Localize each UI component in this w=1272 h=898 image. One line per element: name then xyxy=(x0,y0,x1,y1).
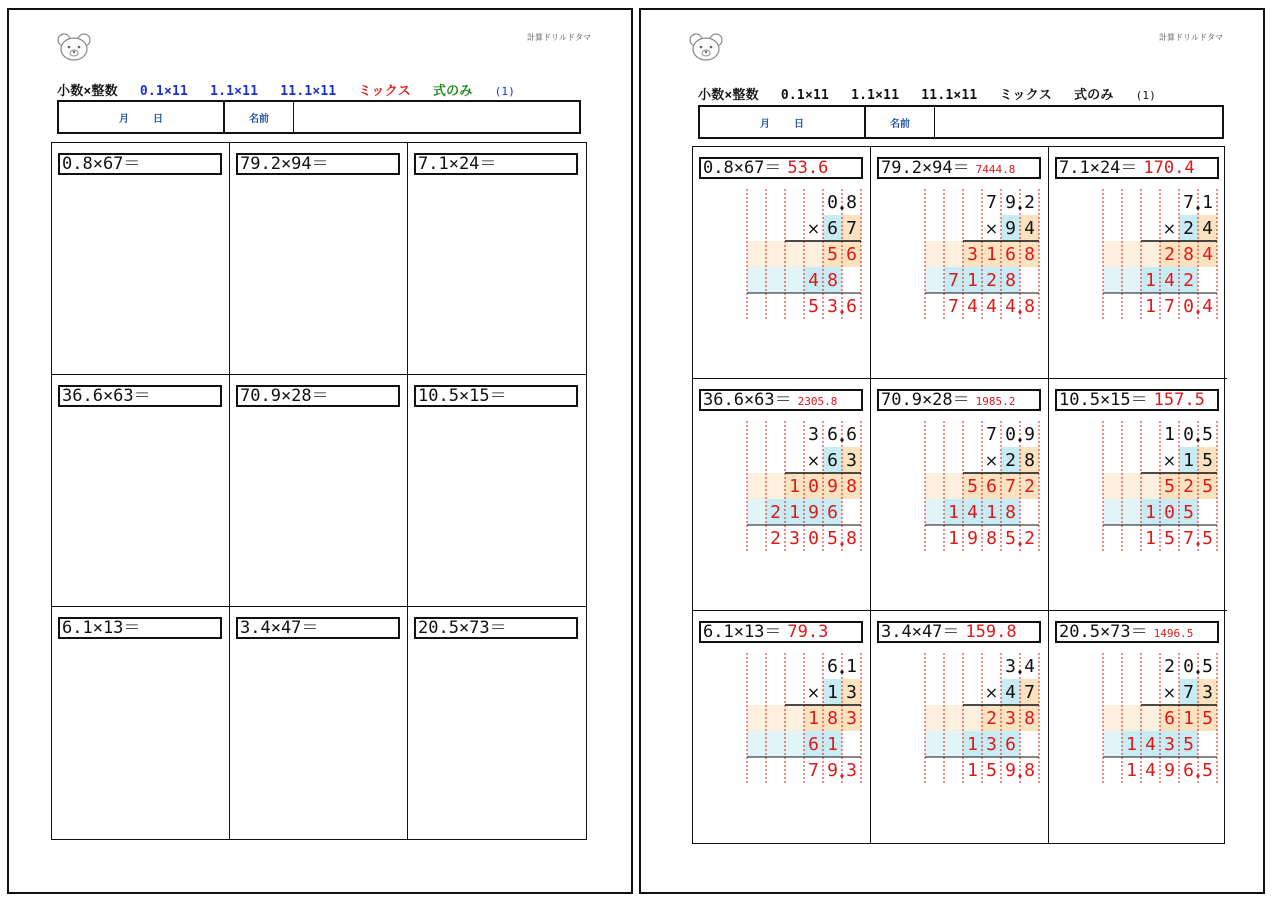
problem-expression xyxy=(414,617,578,639)
decimal-point xyxy=(1018,310,1021,313)
digit: 1 xyxy=(967,760,978,781)
digit: 3 xyxy=(846,450,857,471)
digit: 5 xyxy=(1164,476,1175,497)
answer-text: 1496.5 xyxy=(1153,627,1194,640)
problem-expression xyxy=(236,153,400,175)
name-label: 名前 xyxy=(225,102,294,132)
digit: 4 xyxy=(1164,270,1175,291)
digit: 3 xyxy=(1164,734,1175,755)
digit: 6 xyxy=(846,296,857,317)
multiply-sign: × xyxy=(1162,683,1177,702)
title-formula-only: 式のみ xyxy=(432,84,473,99)
digit: 7 xyxy=(986,424,997,445)
multiply-sign: × xyxy=(984,451,999,470)
partial2-fill xyxy=(747,267,804,293)
column-multiplication xyxy=(693,415,871,605)
problem-cell xyxy=(52,607,230,839)
decimal-point xyxy=(840,774,843,777)
digit: 0 xyxy=(1183,296,1194,317)
problem-cell xyxy=(52,143,230,375)
problem-expression xyxy=(699,621,863,643)
answer-text: 7444.8 xyxy=(975,163,1016,176)
digit: 1 xyxy=(986,502,997,523)
digit: 6 xyxy=(827,656,838,677)
multiply-sign: × xyxy=(984,219,999,238)
problem-text: 0.8×67＝ xyxy=(62,154,141,174)
title-main: 小数×整数 xyxy=(698,88,759,103)
digit: 5 xyxy=(1202,708,1213,729)
digit: 9 xyxy=(1005,760,1016,781)
digit: 3 xyxy=(1202,682,1213,703)
digit: 8 xyxy=(1024,450,1035,471)
decimal-point xyxy=(840,670,843,673)
digit: 8 xyxy=(1005,270,1016,291)
decimal-point xyxy=(1196,774,1199,777)
digit: 1 xyxy=(967,270,978,291)
name-date-box xyxy=(698,105,1224,139)
decimal-point xyxy=(1018,206,1021,209)
problem-cell xyxy=(693,379,871,611)
problem-cell xyxy=(871,379,1049,611)
month-label: 月 xyxy=(119,113,129,125)
day-label: 日 xyxy=(153,113,163,125)
digit: 7 xyxy=(948,296,959,317)
sheet-number: (1) xyxy=(494,85,516,98)
partial1-fill xyxy=(747,705,804,731)
problem-expression xyxy=(877,157,1041,179)
digit: 2 xyxy=(1183,218,1194,239)
digit: 0 xyxy=(1005,424,1016,445)
problem-cell xyxy=(693,611,871,843)
digit: 5 xyxy=(967,476,978,497)
digit: 1 xyxy=(1145,528,1156,549)
digit: 0 xyxy=(1164,502,1175,523)
problem-expression xyxy=(1055,621,1219,643)
decimal-point xyxy=(1018,670,1021,673)
problem-cell xyxy=(1049,379,1227,611)
digit: 5 xyxy=(986,760,997,781)
digit: 5 xyxy=(1164,528,1175,549)
partial1-fill xyxy=(1103,241,1160,267)
bear-logo-icon xyxy=(689,32,723,62)
digit: 1 xyxy=(948,502,959,523)
digit: 1 xyxy=(1183,708,1194,729)
digit: 5 xyxy=(1202,424,1213,445)
digit: 5 xyxy=(1183,734,1194,755)
multiply-sign: × xyxy=(806,451,821,470)
digit: 5 xyxy=(1202,450,1213,471)
title-main: 小数×整数 xyxy=(57,84,118,99)
multiply-sign: × xyxy=(984,683,999,702)
problem-expression xyxy=(877,621,1041,643)
digit: 8 xyxy=(1024,760,1035,781)
column-multiplication xyxy=(871,415,1049,605)
answer-text: 1985.2 xyxy=(975,395,1016,408)
partial2-fill xyxy=(925,499,944,525)
digit: 6 xyxy=(827,502,838,523)
problem-grid xyxy=(51,142,587,840)
column-multiplication xyxy=(693,183,871,373)
digit: 5 xyxy=(1202,760,1213,781)
digit: 0 xyxy=(827,192,838,213)
problem-text: 7.1×24＝ xyxy=(418,154,497,174)
problem-expression xyxy=(877,389,1041,411)
title-type-b: 1.1×11 xyxy=(851,88,900,103)
digit: 4 xyxy=(808,270,819,291)
digit: 2 xyxy=(1024,528,1035,549)
column-multiplication xyxy=(871,183,1049,373)
digit: 3 xyxy=(846,760,857,781)
digit: 4 xyxy=(1145,734,1156,755)
problem-cell xyxy=(871,611,1049,843)
problem-cell xyxy=(693,147,871,379)
digit: 6 xyxy=(1005,734,1016,755)
digit: 1 xyxy=(1183,450,1194,471)
digit: 5 xyxy=(1202,528,1213,549)
digit: 8 xyxy=(827,708,838,729)
bear-logo-icon xyxy=(57,32,91,62)
digit: 1 xyxy=(1145,270,1156,291)
digit: 3 xyxy=(827,296,838,317)
digit: 6 xyxy=(827,218,838,239)
answer-text: 79.3 xyxy=(787,622,829,642)
problem-cell xyxy=(408,143,586,375)
column-multiplication xyxy=(693,647,871,837)
problem-cell xyxy=(230,607,408,839)
decimal-point xyxy=(840,438,843,441)
problem-text: 70.9×28＝ xyxy=(881,390,970,410)
digit: 1 xyxy=(967,734,978,755)
digit: 8 xyxy=(986,528,997,549)
problem-expression xyxy=(1055,389,1219,411)
digit: 7 xyxy=(1164,296,1175,317)
digit: 2 xyxy=(1183,476,1194,497)
digit: 3 xyxy=(846,682,857,703)
digit: 6 xyxy=(846,244,857,265)
title-type-c: 11.1×11 xyxy=(280,84,337,99)
digit: 8 xyxy=(1024,244,1035,265)
digit: 1 xyxy=(827,734,838,755)
digit: 9 xyxy=(967,528,978,549)
multiply-sign: × xyxy=(806,683,821,702)
digit: 1 xyxy=(1164,424,1175,445)
partial1-fill xyxy=(1103,473,1160,499)
digit: 4 xyxy=(1202,244,1213,265)
digit: 6 xyxy=(986,476,997,497)
digit: 0 xyxy=(1183,656,1194,677)
problem-expression xyxy=(236,385,400,407)
problem-expression xyxy=(1055,157,1219,179)
digit: 5 xyxy=(1005,528,1016,549)
digit: 3 xyxy=(1005,708,1016,729)
name-date-box xyxy=(57,100,581,134)
digit: 7 xyxy=(1183,682,1194,703)
problem-text: 3.4×47＝ xyxy=(240,618,319,638)
decimal-point xyxy=(1196,542,1199,545)
digit: 4 xyxy=(967,502,978,523)
digit: 2 xyxy=(1164,244,1175,265)
digit: 2 xyxy=(770,528,781,549)
digit: 7 xyxy=(1024,682,1035,703)
name-field[interactable] xyxy=(935,107,1222,137)
problem-cell xyxy=(52,375,230,607)
answer-text: 2305.8 xyxy=(797,395,838,408)
title-type-a: 0.1×11 xyxy=(780,88,830,103)
digit: 5 xyxy=(1202,656,1213,677)
digit: 5 xyxy=(1202,476,1213,497)
title-type-a: 0.1×11 xyxy=(139,84,189,99)
digit: 1 xyxy=(1126,734,1137,755)
digit: 6 xyxy=(1005,244,1016,265)
decimal-point xyxy=(840,542,843,545)
digit: 1 xyxy=(1145,502,1156,523)
digit: 0 xyxy=(808,528,819,549)
digit: 6 xyxy=(1183,760,1194,781)
problem-expression xyxy=(58,617,222,639)
problem-cell xyxy=(871,147,1049,379)
digit: 3 xyxy=(789,528,800,549)
digit: 8 xyxy=(1024,296,1035,317)
answer-text: 53.6 xyxy=(787,158,829,178)
partial2-fill xyxy=(747,499,766,525)
problem-cell xyxy=(230,375,408,607)
digit: 4 xyxy=(986,296,997,317)
digit: 4 xyxy=(1202,218,1213,239)
digit: 8 xyxy=(1024,708,1035,729)
digit: 9 xyxy=(1005,192,1016,213)
partial2-fill xyxy=(747,731,804,757)
name-label: 名前 xyxy=(866,107,935,137)
digit: 8 xyxy=(846,528,857,549)
digit: 1 xyxy=(789,476,800,497)
digit: 6 xyxy=(827,424,838,445)
date-field[interactable] xyxy=(59,102,225,132)
title-formula-only: 式のみ xyxy=(1073,88,1114,103)
problem-text: 10.5×15＝ xyxy=(418,386,507,406)
worksheet-title xyxy=(698,84,1170,103)
problem-expression xyxy=(414,153,578,175)
problem-cell xyxy=(408,375,586,607)
digit: 4 xyxy=(1024,218,1035,239)
digit: 1 xyxy=(986,244,997,265)
problem-text: 79.2×94＝ xyxy=(240,154,329,174)
digit: 8 xyxy=(846,192,857,213)
answer-grid xyxy=(692,146,1225,844)
problem-text: 6.1×13＝ xyxy=(62,618,141,638)
partial1-fill xyxy=(925,705,982,731)
digit: 2 xyxy=(1005,450,1016,471)
problem-text: 36.6×63＝ xyxy=(62,386,151,406)
sheet-number: (1) xyxy=(1135,89,1157,102)
digit: 8 xyxy=(1005,502,1016,523)
title-type-c: 11.1×11 xyxy=(921,88,978,103)
digit: 9 xyxy=(827,760,838,781)
multiply-sign: × xyxy=(806,219,821,238)
digit: 2 xyxy=(1164,656,1175,677)
digit: 2 xyxy=(986,270,997,291)
brand-label: 計算ドリルドタマ xyxy=(1159,33,1223,42)
answer-text: 157.5 xyxy=(1153,390,1205,410)
worksheet-title xyxy=(57,80,529,99)
multiply-sign: × xyxy=(1162,451,1177,470)
name-field[interactable] xyxy=(294,102,579,132)
date-field[interactable] xyxy=(700,107,866,137)
digit: 0 xyxy=(808,476,819,497)
digit: 9 xyxy=(1164,760,1175,781)
column-multiplication xyxy=(1049,647,1227,837)
digit: 5 xyxy=(827,528,838,549)
partial2-fill xyxy=(925,267,944,293)
column-multiplication xyxy=(1049,415,1227,605)
digit: 3 xyxy=(1005,656,1016,677)
digit: 6 xyxy=(846,424,857,445)
digit: 2 xyxy=(1024,476,1035,497)
digit: 7 xyxy=(846,218,857,239)
title-type-b: 1.1×11 xyxy=(210,84,259,99)
problem-text: 20.5×73＝ xyxy=(418,618,507,638)
problem-expression xyxy=(58,153,222,175)
problem-cell xyxy=(408,607,586,839)
decimal-point xyxy=(1018,774,1021,777)
digit: 1 xyxy=(948,528,959,549)
decimal-point xyxy=(840,310,843,313)
problem-expression xyxy=(236,617,400,639)
decimal-point xyxy=(1196,670,1199,673)
month-label: 月 xyxy=(760,118,770,130)
partial1-fill xyxy=(1103,705,1160,731)
problem-expression xyxy=(699,389,863,411)
digit: 5 xyxy=(827,244,838,265)
digit: 0 xyxy=(1183,424,1194,445)
digit: 3 xyxy=(846,708,857,729)
digit: 9 xyxy=(827,476,838,497)
problem-text: 70.9×28＝ xyxy=(240,386,329,406)
digit: 8 xyxy=(827,270,838,291)
digit: 9 xyxy=(1024,424,1035,445)
digit: 7 xyxy=(948,270,959,291)
column-multiplication xyxy=(871,647,1049,837)
digit: 5 xyxy=(1183,502,1194,523)
digit: 4 xyxy=(1145,760,1156,781)
decimal-point xyxy=(1196,310,1199,313)
digit: 1 xyxy=(1145,296,1156,317)
decimal-point xyxy=(1196,206,1199,209)
title-mix: ミックス xyxy=(999,88,1052,103)
decimal-point xyxy=(1196,438,1199,441)
problem-text: 3.4×47＝ xyxy=(881,622,960,642)
problem-expression xyxy=(414,385,578,407)
problem-text: 36.6×63＝ xyxy=(703,390,792,410)
digit: 2 xyxy=(770,502,781,523)
problem-text: 6.1×13＝ xyxy=(703,622,782,642)
problem-text: 7.1×24＝ xyxy=(1059,158,1138,178)
digit: 9 xyxy=(808,502,819,523)
decimal-point xyxy=(1018,542,1021,545)
digit: 3 xyxy=(808,424,819,445)
digit: 5 xyxy=(808,296,819,317)
brand-label: 計算ドリルドタマ xyxy=(527,33,591,42)
digit: 4 xyxy=(1005,296,1016,317)
digit: 4 xyxy=(967,296,978,317)
answer-text: 159.8 xyxy=(965,622,1017,642)
digit: 8 xyxy=(846,476,857,497)
problem-sheet xyxy=(7,8,633,894)
digit: 7 xyxy=(808,760,819,781)
digit: 6 xyxy=(1164,708,1175,729)
decimal-point xyxy=(1018,438,1021,441)
digit: 1 xyxy=(1202,192,1213,213)
digit: 3 xyxy=(967,244,978,265)
digit: 7 xyxy=(1183,192,1194,213)
digit: 7 xyxy=(986,192,997,213)
problem-expression xyxy=(699,157,863,179)
digit: 8 xyxy=(1183,244,1194,265)
digit: 1 xyxy=(789,502,800,523)
digit: 1 xyxy=(827,682,838,703)
decimal-point xyxy=(840,206,843,209)
digit: 3 xyxy=(986,734,997,755)
problem-expression xyxy=(58,385,222,407)
multiply-sign: × xyxy=(1162,219,1177,238)
digit: 7 xyxy=(1005,476,1016,497)
digit: 2 xyxy=(1024,192,1035,213)
digit: 6 xyxy=(808,734,819,755)
digit: 7 xyxy=(1183,528,1194,549)
digit: 1 xyxy=(1126,760,1137,781)
problem-text: 79.2×94＝ xyxy=(881,158,970,178)
answer-text: 170.4 xyxy=(1143,158,1195,178)
answer-sheet xyxy=(639,8,1265,894)
problem-text: 0.8×67＝ xyxy=(703,158,782,178)
title-mix: ミックス xyxy=(358,84,411,99)
digit: 1 xyxy=(808,708,819,729)
problem-cell xyxy=(1049,147,1227,379)
digit: 2 xyxy=(986,708,997,729)
digit: 4 xyxy=(1024,656,1035,677)
problem-cell xyxy=(1049,611,1227,843)
digit: 2 xyxy=(1183,270,1194,291)
digit: 6 xyxy=(827,450,838,471)
digit: 1 xyxy=(846,656,857,677)
problem-text: 10.5×15＝ xyxy=(1059,390,1148,410)
problem-text: 20.5×73＝ xyxy=(1059,622,1148,642)
digit: 9 xyxy=(1005,218,1016,239)
digit: 4 xyxy=(1005,682,1016,703)
column-multiplication xyxy=(1049,183,1227,373)
day-label: 日 xyxy=(794,118,804,130)
digit: 4 xyxy=(1202,296,1213,317)
partial2-fill xyxy=(1103,731,1122,757)
problem-cell xyxy=(230,143,408,375)
